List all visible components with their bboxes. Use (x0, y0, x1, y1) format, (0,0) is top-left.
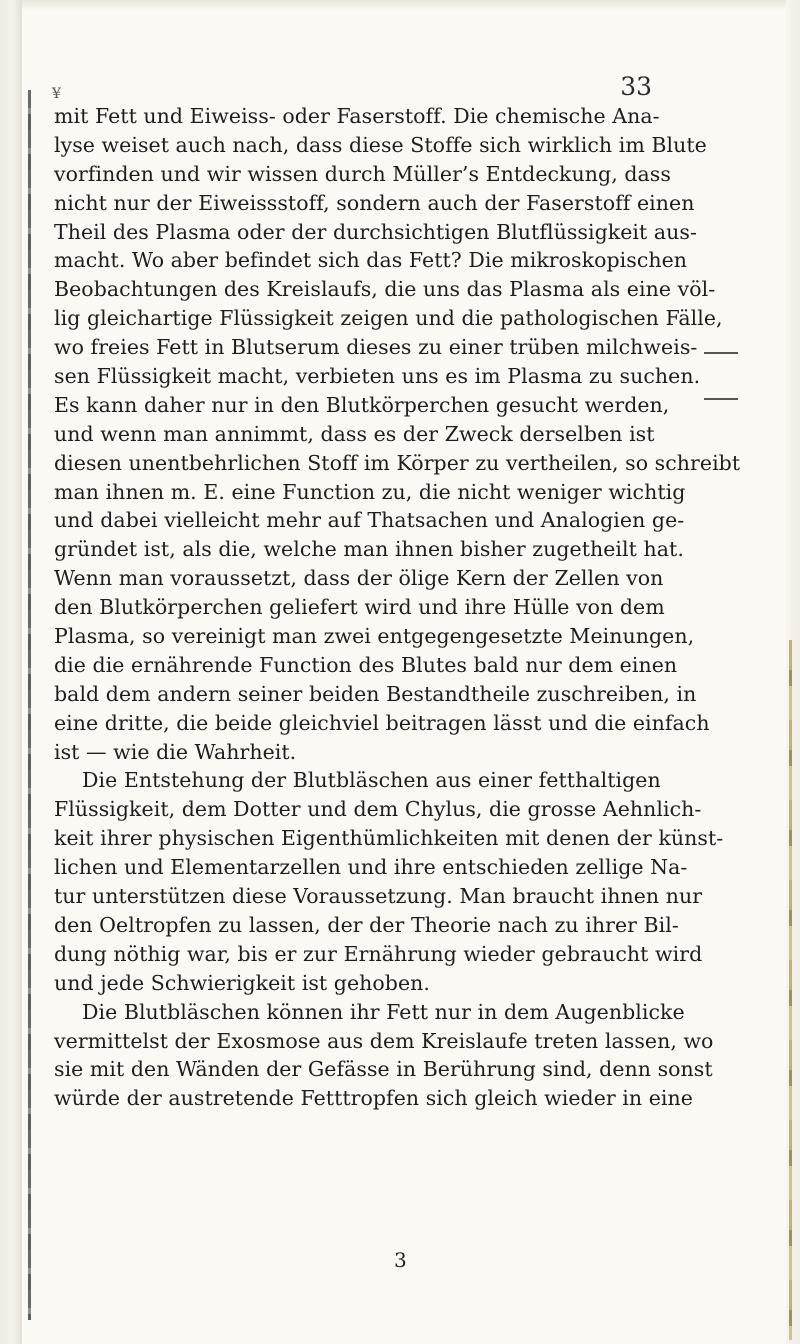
page-top-shadow (0, 0, 800, 10)
text-line: vermittelst der Exosmose aus dem Kreislaufe treten lassen, wo (54, 1028, 714, 1053)
text-line: Theil des Plasma oder der durchsichtigen Blutflüssigkeit aus- (54, 219, 697, 244)
text-line: diesen unentbehrlichen Stoff im Körper zu vertheilen, so schreibt (54, 450, 741, 475)
text-line: den Blutkörperchen geliefert wird und ihre Hülle von dem (54, 595, 665, 620)
page-right-edge-line (789, 640, 792, 1340)
text-line: wo freies Fett in Blutserum dieses zu einer trüben milchweis- (54, 335, 698, 360)
text-line: Flüssigkeit, dem Dotter und dem Chylus, die grosse Aehnlich- (54, 797, 702, 822)
text-line: man ihnen m. E. eine Function zu, die nicht weniger wichtig (54, 479, 686, 504)
text-line: mit Fett und Eiweiss- oder Faserstoff. Die chemische Ana- (54, 104, 660, 128)
text-line: Es kann daher nur in den Blutkörperchen gesucht werden, (54, 392, 670, 417)
signature-mark: 3 (394, 1248, 407, 1272)
text-line: Beobachtungen des Kreislaufs, die uns das Plasma als eine völ- (54, 277, 716, 302)
text-line: den Oeltropfen zu lassen, der der Theorie nach zu ihrer Bil- (54, 912, 679, 937)
text-line: eine dritte, die beide gleichviel beitragen lässt und die einfach (54, 710, 710, 735)
text-line: bald dem andern seiner beiden Bestandtheile zuschreiben, in (54, 681, 697, 706)
text-line: Die Entstehung der Blutbläschen aus einer fetthaltigen (82, 768, 661, 793)
text-line: gründet ist, als die, welche man ihnen bisher zugetheilt hat. (54, 537, 684, 562)
text-line: lichen und Elementarzellen und ihre entschieden zellige Na- (54, 855, 688, 880)
text-line: würde der austretende Fetttropfen sich gleich wieder in eine (54, 1086, 693, 1111)
binding-gutter (0, 0, 22, 1344)
text-line: und wenn man annimmt, dass es der Zweck derselben ist (54, 421, 655, 446)
corner-mark: ¥ (52, 86, 61, 102)
text-line: sen Flüssigkeit macht, verbieten uns es im Plasma zu suchen. (54, 364, 701, 389)
text-line: die die ernährende Function des Blutes bald nur dem einen (54, 652, 678, 677)
text-line: dung nöthig war, bis er zur Ernährung wieder gebraucht wird (54, 941, 703, 966)
text-line: sie mit den Wänden der Gefässe in Berührung sind, denn sonst (54, 1057, 713, 1082)
text-line: Plasma, so vereinigt man zwei entgegengesetzte Meinungen, (54, 624, 695, 649)
text-line: keit ihrer physischen Eigenthümlichkeiten mit denen der künst- (54, 826, 724, 851)
margin-mark (704, 352, 738, 354)
text-line: lyse weiset auch nach, dass diese Stoffe sich wirklich im Blute (54, 132, 707, 157)
text-line: vorfinden und wir wissen durch Müller’s Entdeckung, dass (54, 161, 671, 186)
binding-edge (28, 90, 31, 1320)
text-line: Wenn man voraussetzt, dass der ölige Kern der Zellen von (54, 566, 664, 591)
page-number: 33 (620, 72, 652, 101)
text-line: tur unterstützen diese Voraussetzung. Man braucht ihnen nur (54, 884, 703, 909)
text-line: lig gleichartige Flüssigkeit zeigen und die pathologischen Fälle, (54, 306, 723, 331)
text-line: ist — wie die Wahrheit. (54, 739, 297, 764)
text-line: und jede Schwierigkeit ist gehoben. (54, 970, 430, 995)
body-text (54, 102, 741, 1113)
margin-mark (704, 398, 738, 400)
text-line: Die Blutbläschen können ihr Fett nur in dem Augenblicke (82, 999, 685, 1024)
text-line: und dabei vielleicht mehr auf Thatsachen und Analogien ge- (54, 508, 685, 533)
text-line: macht. Wo aber befindet sich das Fett? Die mikroskopischen (54, 248, 688, 273)
text-line: nicht nur der Eiweissstoff, sondern auch der Faserstoff einen (54, 190, 695, 215)
